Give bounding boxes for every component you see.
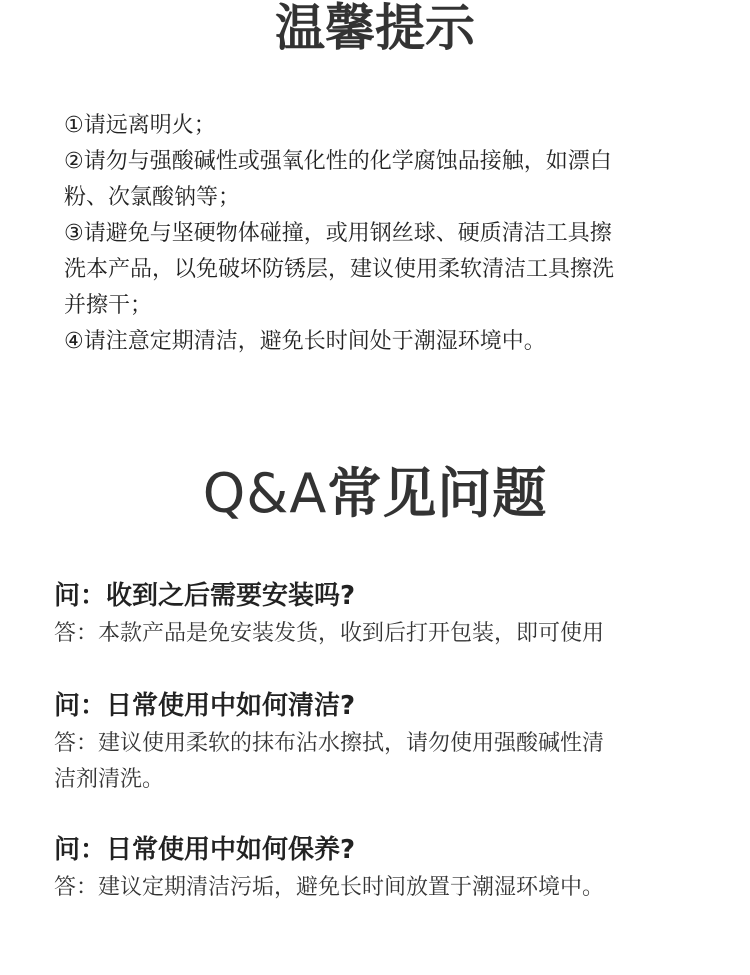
tip-line: ②请勿与强酸碱性或强氧化性的化学腐蚀品接触，如漂白 bbox=[64, 149, 612, 174]
answer bbox=[54, 726, 714, 798]
answer-line: 答：本款产品是免安装发货，收到后打开包装，即可使用 bbox=[54, 621, 605, 646]
tips-title: 温馨提示 bbox=[275, 0, 475, 57]
question: 问：收到之后需要安装吗? bbox=[54, 581, 356, 611]
question: 问：日常使用中如何清洁? bbox=[54, 691, 356, 721]
tip-line: 粉、次氯酸钠等； bbox=[64, 185, 241, 210]
answer-line: 洁剂清洗。 bbox=[54, 767, 165, 792]
tips-list bbox=[64, 108, 704, 360]
answer bbox=[54, 616, 714, 652]
tip-line: ③请避免与坚硬物体碰撞，或用钢丝球、硬质清洁工具擦 bbox=[64, 221, 612, 246]
tip-line: ①请远离明火； bbox=[64, 113, 216, 138]
qa-item bbox=[54, 576, 714, 652]
qa-item bbox=[54, 686, 714, 798]
answer-line: 答：建议使用柔软的抹布沾水擦拭，请勿使用强酸碱性清 bbox=[54, 731, 605, 756]
qa-title-cn: 常见问题 bbox=[327, 462, 548, 525]
qa-title bbox=[0, 462, 750, 526]
qa-title-latin: Q&A bbox=[202, 462, 328, 525]
answer-line: 答：建议定期清洁污垢，避免长时间放置于潮湿环境中。 bbox=[54, 875, 605, 900]
tip-line: 洗本产品，以免破坏防锈层，建议使用柔软清洁工具擦洗 bbox=[64, 257, 615, 282]
tip-line: ④请注意定期清洁，避免长时间处于潮湿环境中。 bbox=[64, 329, 546, 354]
answer bbox=[54, 870, 714, 906]
tip-line: 并擦干； bbox=[64, 293, 153, 318]
question: 问：日常使用中如何保养? bbox=[54, 835, 356, 865]
qa-item bbox=[54, 830, 714, 906]
